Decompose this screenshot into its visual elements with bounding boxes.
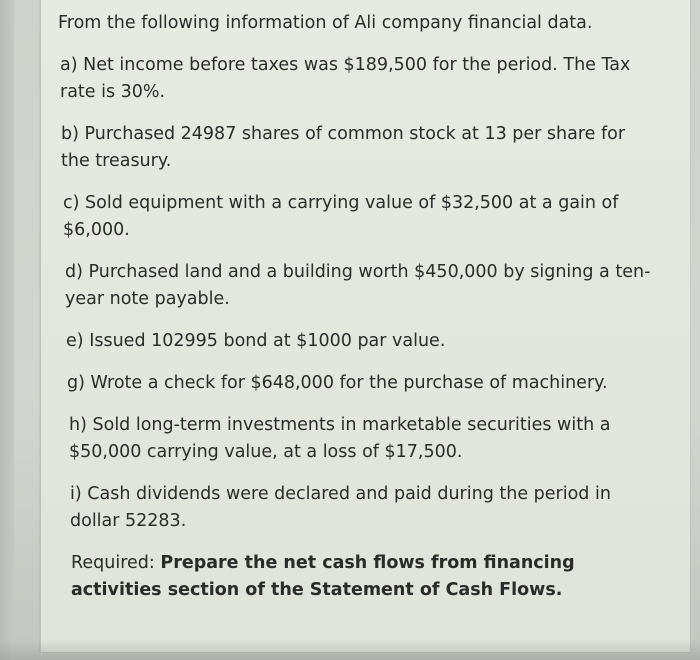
problem-text	[58, 10, 658, 619]
item-a-label: a)	[60, 55, 78, 75]
item-e	[66, 328, 658, 355]
item-g-text: Wrote a check for $648,000 for the purchase of machinery.	[90, 373, 608, 393]
required-text: Prepare the net cash flows from financing activities section of the Statement of Cash Flows.	[71, 553, 575, 600]
intro-text: From the following information of Ali company financial data.	[58, 13, 593, 33]
item-b-text: Purchased 24987 shares of common stock at 13 per share for the treasury.	[61, 124, 626, 171]
intro-paragraph	[58, 10, 658, 37]
bottom-shadow	[0, 640, 700, 660]
item-h-label: h)	[69, 415, 87, 435]
item-h-text: Sold long-term investments in marketable securities with a $50,000 carrying value, at a loss of $17,500.	[69, 415, 611, 462]
item-c	[63, 190, 658, 244]
item-d-label: d)	[65, 262, 83, 282]
item-a-text: Net income before taxes was $189,500 for the period. The Tax rate is 30%.	[60, 55, 631, 102]
item-a	[60, 52, 658, 106]
item-b	[61, 121, 658, 175]
item-e-label: e)	[66, 331, 84, 351]
item-d-text: Purchased land and a building worth $450,000 by signing a ten-year note payable.	[65, 262, 651, 309]
item-g	[67, 370, 658, 397]
item-b-label: b)	[61, 124, 79, 144]
item-g-label: g)	[67, 373, 85, 393]
required-label: Required:	[71, 553, 155, 573]
panel-edge	[40, 0, 41, 652]
item-c-label: c)	[63, 193, 80, 213]
item-i-label: i)	[70, 484, 82, 504]
required-paragraph	[71, 550, 658, 604]
item-c-text: Sold equipment with a carrying value of $32,500 at a gain of $6,000.	[63, 193, 619, 240]
item-d	[65, 259, 658, 313]
item-i-text: Cash dividends were declared and paid during the period in dollar 52283.	[70, 484, 611, 531]
item-i	[70, 481, 658, 535]
item-h	[69, 412, 658, 466]
item-e-text: Issued 102995 bond at $1000 par value.	[89, 331, 446, 351]
left-edge-strip	[0, 0, 14, 660]
